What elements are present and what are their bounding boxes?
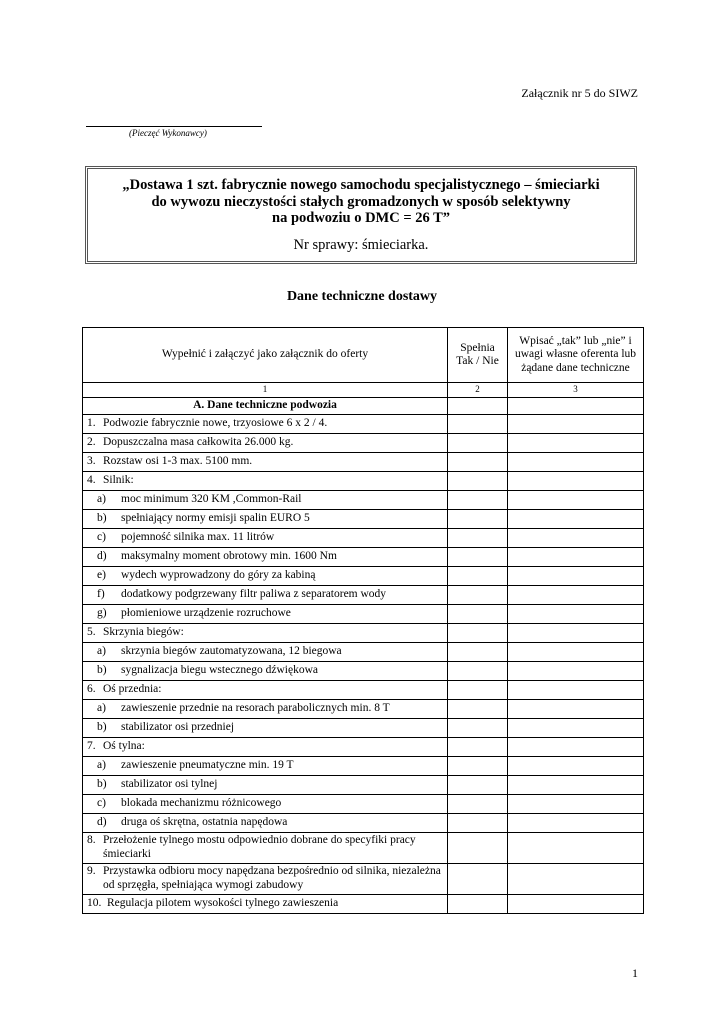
- complies-cell[interactable]: [448, 894, 508, 913]
- requirement-cell: [83, 566, 448, 585]
- table-row: [83, 490, 644, 509]
- remarks-cell[interactable]: [508, 509, 644, 528]
- remarks-cell[interactable]: [508, 528, 644, 547]
- item-number: 7.: [87, 739, 96, 752]
- complies-cell[interactable]: [448, 863, 508, 894]
- page-number: 1: [632, 966, 638, 980]
- table-row: [83, 471, 644, 490]
- requirement-cell: [83, 756, 448, 775]
- subitem-letter: c): [97, 796, 106, 809]
- table-row: [83, 756, 644, 775]
- requirement-text: dodatkowy podgrzewany filtr paliwa z separatorem wody: [121, 587, 387, 600]
- complies-cell[interactable]: [448, 452, 508, 471]
- subitem-letter: b): [97, 663, 107, 676]
- complies-cell[interactable]: [448, 471, 508, 490]
- requirement-cell: [83, 894, 448, 913]
- table-row: [83, 623, 644, 642]
- requirement-cell: [83, 585, 448, 604]
- subitem-letter: f): [97, 587, 105, 600]
- table-row: [83, 566, 644, 585]
- annex-label: Załącznik nr 5 do SIWZ: [521, 86, 638, 100]
- subitem-letter: g): [97, 606, 107, 619]
- requirement-cell: [83, 414, 448, 433]
- requirement-text: stabilizator osi przedniej: [121, 720, 235, 733]
- remarks-cell[interactable]: [508, 699, 644, 718]
- table-row: [83, 863, 644, 894]
- requirement-text: pojemność silnika max. 11 litrów: [121, 530, 275, 543]
- item-number: 6.: [87, 682, 96, 695]
- complies-cell[interactable]: [448, 490, 508, 509]
- subitem-letter: d): [97, 815, 107, 828]
- requirement-text: spełniający normy emisji spalin EURO 5: [121, 511, 310, 524]
- item-number: 9.: [87, 865, 96, 877]
- complies-cell[interactable]: [448, 756, 508, 775]
- table-row: [83, 585, 644, 604]
- table-header-row: [83, 328, 644, 383]
- item-number: 1.: [87, 416, 96, 429]
- remarks-cell[interactable]: [508, 585, 644, 604]
- requirement-cell: [83, 528, 448, 547]
- remarks-cell[interactable]: [508, 718, 644, 737]
- subitem-letter: b): [97, 720, 107, 733]
- title-line-3: na podwoziu o DMC = 26 T”: [272, 210, 450, 226]
- requirement-cell: [83, 863, 448, 894]
- remarks-cell[interactable]: [508, 894, 644, 913]
- table-row: [83, 452, 644, 471]
- requirement-cell: [83, 813, 448, 832]
- requirement-text: Silnik:: [103, 473, 134, 486]
- complies-cell[interactable]: [448, 718, 508, 737]
- requirement-text: sygnalizacja biegu wstecznego dźwiękowa: [121, 663, 319, 676]
- table-row: [83, 414, 644, 433]
- complies-cell[interactable]: [448, 794, 508, 813]
- table-row: [83, 661, 644, 680]
- item-number: 3.: [87, 454, 96, 467]
- remarks-cell[interactable]: [508, 547, 644, 566]
- complies-cell[interactable]: [448, 604, 508, 623]
- remarks-cell[interactable]: [508, 604, 644, 623]
- requirement-text: Przystawka odbioru mocy napędzana bezpośrednio od silnika, niezależna od sprzęgła, spełniająca wymogi zabudowy: [103, 865, 441, 891]
- title-box: [85, 166, 637, 264]
- complies-cell[interactable]: [448, 414, 508, 433]
- case-number: Nr sprawy: śmieciarka.: [293, 236, 429, 253]
- requirement-text: zawieszenie pneumatyczne min. 19 T: [121, 758, 294, 771]
- remarks-cell[interactable]: [508, 452, 644, 471]
- item-number: 4.: [87, 473, 96, 486]
- complies-cell[interactable]: [448, 813, 508, 832]
- subitem-letter: d): [97, 549, 107, 562]
- requirement-text: Podwozie fabrycznie nowe, trzyosiowe 6 x 2 / 4.: [103, 416, 328, 429]
- requirement-text: Regulacja pilotem wysokości tylnego zawieszenia: [107, 896, 339, 909]
- item-number: 10.: [87, 896, 102, 909]
- subitem-letter: c): [97, 530, 106, 543]
- title-line-2: do wywozu nieczystości stałych gromadzonych w sposób selektywny: [151, 193, 571, 210]
- subitem-letter: a): [97, 492, 106, 505]
- requirement-cell: [83, 490, 448, 509]
- complies-cell[interactable]: [448, 566, 508, 585]
- remarks-cell[interactable]: [508, 566, 644, 585]
- remarks-cell[interactable]: [508, 813, 644, 832]
- spec-table: [82, 327, 644, 914]
- remarks-cell[interactable]: [508, 794, 644, 813]
- remarks-cell[interactable]: [508, 642, 644, 661]
- table-row: [83, 718, 644, 737]
- header-col-2: Spełnia Tak / Nie: [448, 328, 508, 383]
- requirement-text: Skrzynia biegów:: [103, 625, 184, 638]
- section-a-cell-2: [448, 397, 508, 414]
- item-number: 8.: [87, 834, 96, 846]
- header-col-1: Wypełnić i załączyć jako załącznik do oferty: [83, 328, 448, 383]
- table-row: [83, 737, 644, 756]
- complies-cell[interactable]: [448, 433, 508, 452]
- table-row: [83, 775, 644, 794]
- complies-cell[interactable]: [448, 661, 508, 680]
- subitem-letter: b): [97, 777, 107, 790]
- complies-cell[interactable]: [448, 623, 508, 642]
- complies-cell[interactable]: [448, 585, 508, 604]
- remarks-cell[interactable]: [508, 863, 644, 894]
- section-title: Dane techniczne dostawy: [286, 289, 438, 304]
- stamp-label: (Pieczęć Wykonawcy): [129, 128, 207, 138]
- col-number-3: 3: [508, 383, 644, 398]
- requirement-text: skrzynia biegów zautomatyzowana, 12 biegowa: [121, 644, 342, 657]
- stamp-line: [86, 126, 262, 127]
- title-main: [88, 177, 634, 227]
- col-number-1: 1: [83, 383, 448, 398]
- requirement-cell: [83, 623, 448, 642]
- remarks-cell[interactable]: [508, 623, 644, 642]
- requirement-cell: [83, 509, 448, 528]
- requirement-cell: [83, 471, 448, 490]
- requirement-cell: [83, 737, 448, 756]
- table-row: [83, 699, 644, 718]
- requirement-text: Oś tylna:: [103, 739, 145, 752]
- subitem-letter: a): [97, 701, 106, 714]
- remarks-cell[interactable]: [508, 433, 644, 452]
- complies-cell[interactable]: [448, 547, 508, 566]
- header-col-3: Wpisać „tak” lub „nie” i uwagi własne oferenta lub żądane dane techniczne: [508, 328, 644, 383]
- complies-cell[interactable]: [448, 699, 508, 718]
- remarks-cell[interactable]: [508, 756, 644, 775]
- requirement-cell: [83, 794, 448, 813]
- column-numbers-row: [83, 383, 644, 398]
- table-row: [83, 509, 644, 528]
- requirement-cell: [83, 775, 448, 794]
- requirement-text: Rozstaw osi 1-3 max. 5100 mm.: [103, 454, 253, 467]
- table-row: [83, 680, 644, 699]
- subitem-letter: a): [97, 644, 106, 657]
- section-a-cell-3: [508, 397, 644, 414]
- subitem-letter: e): [97, 568, 106, 581]
- complies-cell[interactable]: [448, 642, 508, 661]
- title-line-1: „Dostawa 1 szt. fabrycznie nowego samochodu specjalistycznego – śmieciarki: [122, 177, 600, 193]
- requirement-cell: [83, 832, 448, 863]
- remarks-cell[interactable]: [508, 832, 644, 863]
- requirement-text: maksymalny moment obrotowy min. 1600 Nm: [121, 549, 337, 562]
- requirement-text: płomieniowe urządzenie rozruchowe: [121, 606, 291, 619]
- table-row: [83, 642, 644, 661]
- subitem-letter: a): [97, 758, 106, 771]
- complies-cell[interactable]: [448, 528, 508, 547]
- requirement-text: wydech wyprowadzony do góry za kabiną: [121, 568, 316, 581]
- subitem-letter: b): [97, 511, 107, 524]
- table-row: [83, 604, 644, 623]
- complies-cell[interactable]: [448, 680, 508, 699]
- requirement-cell: [83, 661, 448, 680]
- complies-cell[interactable]: [448, 509, 508, 528]
- item-number: 5.: [87, 625, 96, 638]
- requirement-cell: [83, 452, 448, 471]
- requirement-text: druga oś skrętna, ostatnia napędowa: [121, 815, 288, 828]
- table-row: [83, 547, 644, 566]
- table-row: [83, 794, 644, 813]
- requirement-text: moc minimum 320 KM ,Common-Rail: [121, 492, 302, 505]
- requirement-text: Oś przednia:: [103, 682, 162, 695]
- requirement-text: zawieszenie przednie na resorach parabolicznych min. 8 T: [121, 701, 390, 714]
- complies-cell[interactable]: [448, 832, 508, 863]
- table-row: [83, 813, 644, 832]
- table-row: [83, 894, 644, 913]
- section-a-row: [83, 397, 644, 414]
- complies-cell[interactable]: [448, 775, 508, 794]
- requirement-text: Dopuszczalna masa całkowita 26.000 kg.: [103, 435, 294, 448]
- table-row: [83, 433, 644, 452]
- requirement-cell: [83, 718, 448, 737]
- remarks-cell[interactable]: [508, 775, 644, 794]
- remarks-cell[interactable]: [508, 680, 644, 699]
- requirement-cell: [83, 547, 448, 566]
- table-row: [83, 528, 644, 547]
- remarks-cell[interactable]: [508, 737, 644, 756]
- requirement-cell: [83, 642, 448, 661]
- item-number: 2.: [87, 435, 96, 448]
- remarks-cell[interactable]: [508, 490, 644, 509]
- remarks-cell[interactable]: [508, 661, 644, 680]
- requirement-text: stabilizator osi tylnej: [121, 777, 218, 790]
- col-number-2: 2: [448, 383, 508, 398]
- requirement-cell: [83, 604, 448, 623]
- requirement-text: blokada mechanizmu różnicowego: [121, 796, 282, 809]
- remarks-cell[interactable]: [508, 471, 644, 490]
- section-a-label: A. Dane techniczne podwozia: [83, 397, 448, 414]
- requirement-text: Przełożenie tylnego mostu odpowiednio dobrane do specyfiki pracy śmieciarki: [103, 834, 416, 860]
- table-row: [83, 832, 644, 863]
- remarks-cell[interactable]: [508, 414, 644, 433]
- requirement-cell: [83, 433, 448, 452]
- requirement-cell: [83, 680, 448, 699]
- complies-cell[interactable]: [448, 737, 508, 756]
- requirement-cell: [83, 699, 448, 718]
